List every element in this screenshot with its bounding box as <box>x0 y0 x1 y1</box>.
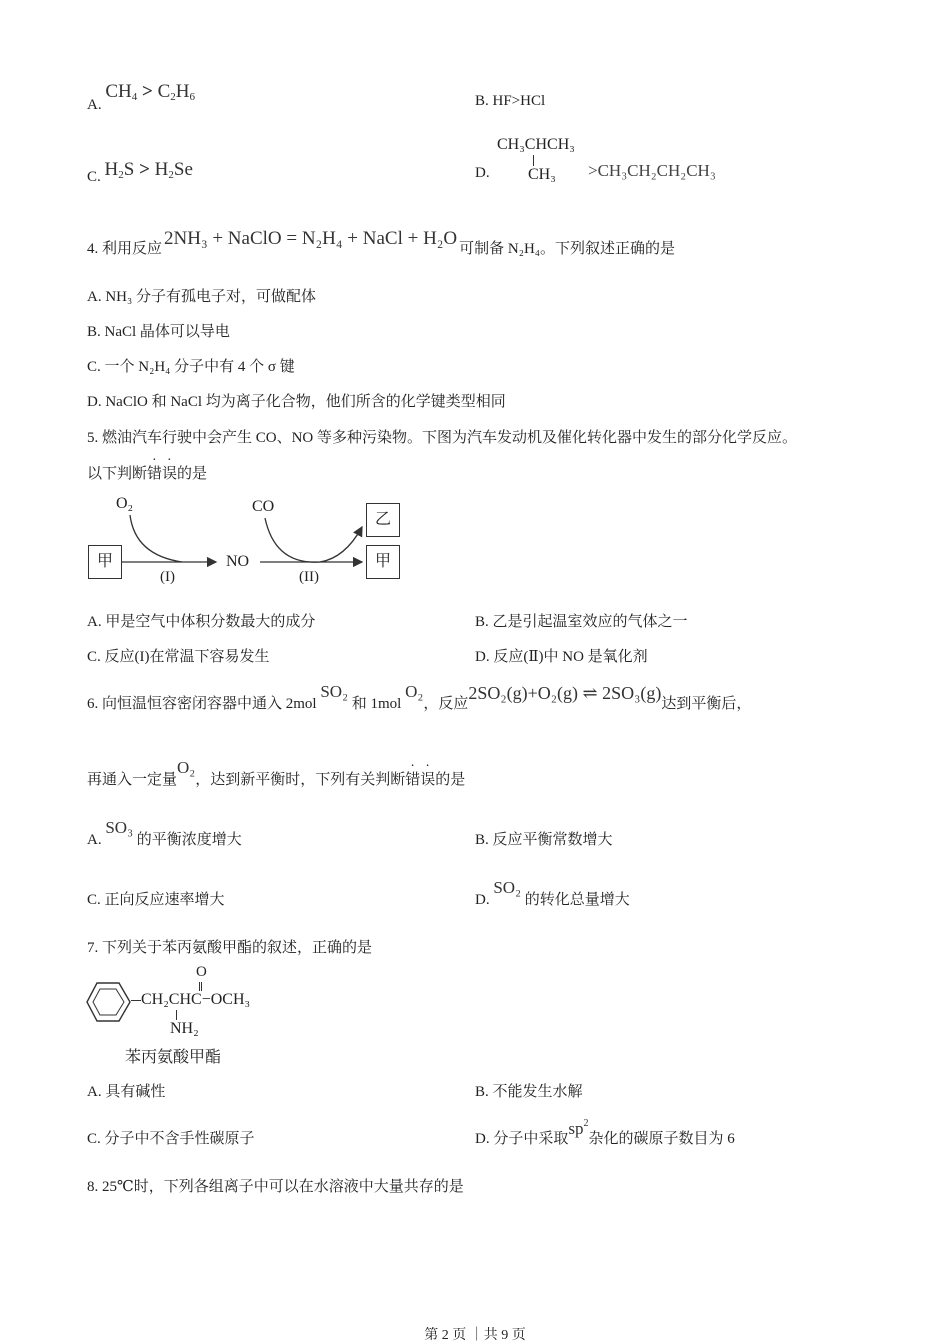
q6-option-d: D. SO₂ 的转化总量增大 <box>475 878 630 908</box>
q7-structure-chain: CH₂CHC−OCH₃ <box>141 991 251 1008</box>
diagram-box-yi: 乙 <box>366 503 400 537</box>
diagram-reaction-2-label: (II) <box>299 569 319 585</box>
q4-option-d: D. NaClO 和 NaCl 均为离子化合物，他们所含的化学键类型相同 <box>87 394 506 410</box>
q4-option-a: A. NH₃ 分子有孤电子对，可做配体 <box>87 289 316 305</box>
q7-option-a: A. 具有碱性 <box>87 1084 166 1100</box>
diagram-arrows <box>0 0 950 620</box>
q6-stem-line2: 再通入一定量O₂，达到新平衡时，下列有关判断错误的是 <box>87 758 466 788</box>
arrow-o2-curve <box>130 515 182 562</box>
amine-bond <box>176 1010 177 1020</box>
q3-option-d-top: CH₃CHCH₃ <box>497 136 575 153</box>
q4-stem: 4. 利用反应 2NH₃ + NaClO = N₂H₄ + NaCl + H₂O 可制备 N₂H₄。下列叙述正确的是 <box>87 228 676 257</box>
q7-structure-amine: NH₂ <box>170 1020 199 1037</box>
diagram-co-label: CO <box>252 498 275 515</box>
q5-option-a: A. 甲是空气中体积分数最大的成分 <box>87 614 316 630</box>
q6-option-c: C. 正向反应速率增大 <box>87 892 225 908</box>
ring-bond <box>131 1000 141 1001</box>
q4-option-b: B. NaCl 晶体可以导电 <box>87 324 230 340</box>
q6-option-a: A. SO₃ 的平衡浓度增大 <box>87 818 242 848</box>
q5-stem-line2: 以下判断错误的是 <box>87 466 208 482</box>
page-footer: 第 2 页 ｜共 9 页 <box>424 1328 526 1343</box>
q3-option-d-label: D. <box>475 165 490 181</box>
q4-option-c: C. 一个 N₂H₄ 分子中有 4 个 σ 键 <box>87 359 295 375</box>
arrow-co-curve <box>265 518 362 562</box>
q7-option-c: C. 分子中不含手性碳原子 <box>87 1131 255 1147</box>
q7-option-d: D. 分子中采取$sp^2$杂化的碳原子数目为 6 <box>475 1118 735 1147</box>
diagram-box-jia-right: 甲 <box>366 545 400 579</box>
q3-option-d-bottom: CH₃ <box>528 166 556 183</box>
q7-stem: 7. 下列关于苯丙氨酸甲酯的叙述，正确的是 <box>87 940 373 956</box>
diagram-no-label: NO <box>226 553 250 570</box>
diagram-reaction-1-label: (I) <box>160 569 175 585</box>
q7-structure-carbonyl-o: O <box>196 964 207 980</box>
q3-option-b: B. HF>HCl <box>475 93 546 109</box>
q3-option-a: A. $CH_4 > C_2H_6$ <box>87 81 195 113</box>
q7-structure-caption: 苯丙氨酸甲酯 <box>125 1049 222 1066</box>
q6-stem-line1: 6. 向恒温恒容密闭容器中通入 2mol SO₂ 和 1mol O₂，反应2SO₂(g)+O₂(g) ⇌ 2SO₃(g)达到平衡后， <box>87 682 752 712</box>
q5-stem-line1: 5. 燃油汽车行驶中会产生 CO、NO 等多种污染物。下图为汽车发动机及催化转化器中发生的部分化学反应。 <box>87 430 798 446</box>
q6-option-b: B. 反应平衡常数增大 <box>475 832 613 848</box>
q5-option-c: C. 反应(I)在常温下容易发生 <box>87 649 270 665</box>
q7-option-b: B. 不能发生水解 <box>475 1084 583 1100</box>
q6-equation: 2SO₂(g)+O₂(g) ⇌ 2SO₃(g) <box>468 683 662 703</box>
diagram-box-jia-left: 甲 <box>88 545 122 579</box>
carbonyl-double-bond <box>199 982 202 991</box>
q3-option-c: C. $H_2S > H_2Se$ <box>87 159 193 185</box>
q3-option-d-right: >CH₃CH₂CH₂CH₃ <box>588 161 716 180</box>
q5-option-d: D. 反应(Ⅱ)中 NO 是氧化剂 <box>475 649 648 665</box>
q4-equation: 2NH₃ + NaClO = N₂H₄ + NaCl + H₂O <box>164 228 458 249</box>
q8-stem: 8. 25℃时，下列各组离子中可以在水溶液中大量共存的是 <box>87 1179 464 1195</box>
q5-option-b: B. 乙是引起温室效应的气体之一 <box>475 614 688 630</box>
benzene-ring-icon <box>86 980 132 1024</box>
diagram-o2-label: O₂ <box>116 495 134 512</box>
